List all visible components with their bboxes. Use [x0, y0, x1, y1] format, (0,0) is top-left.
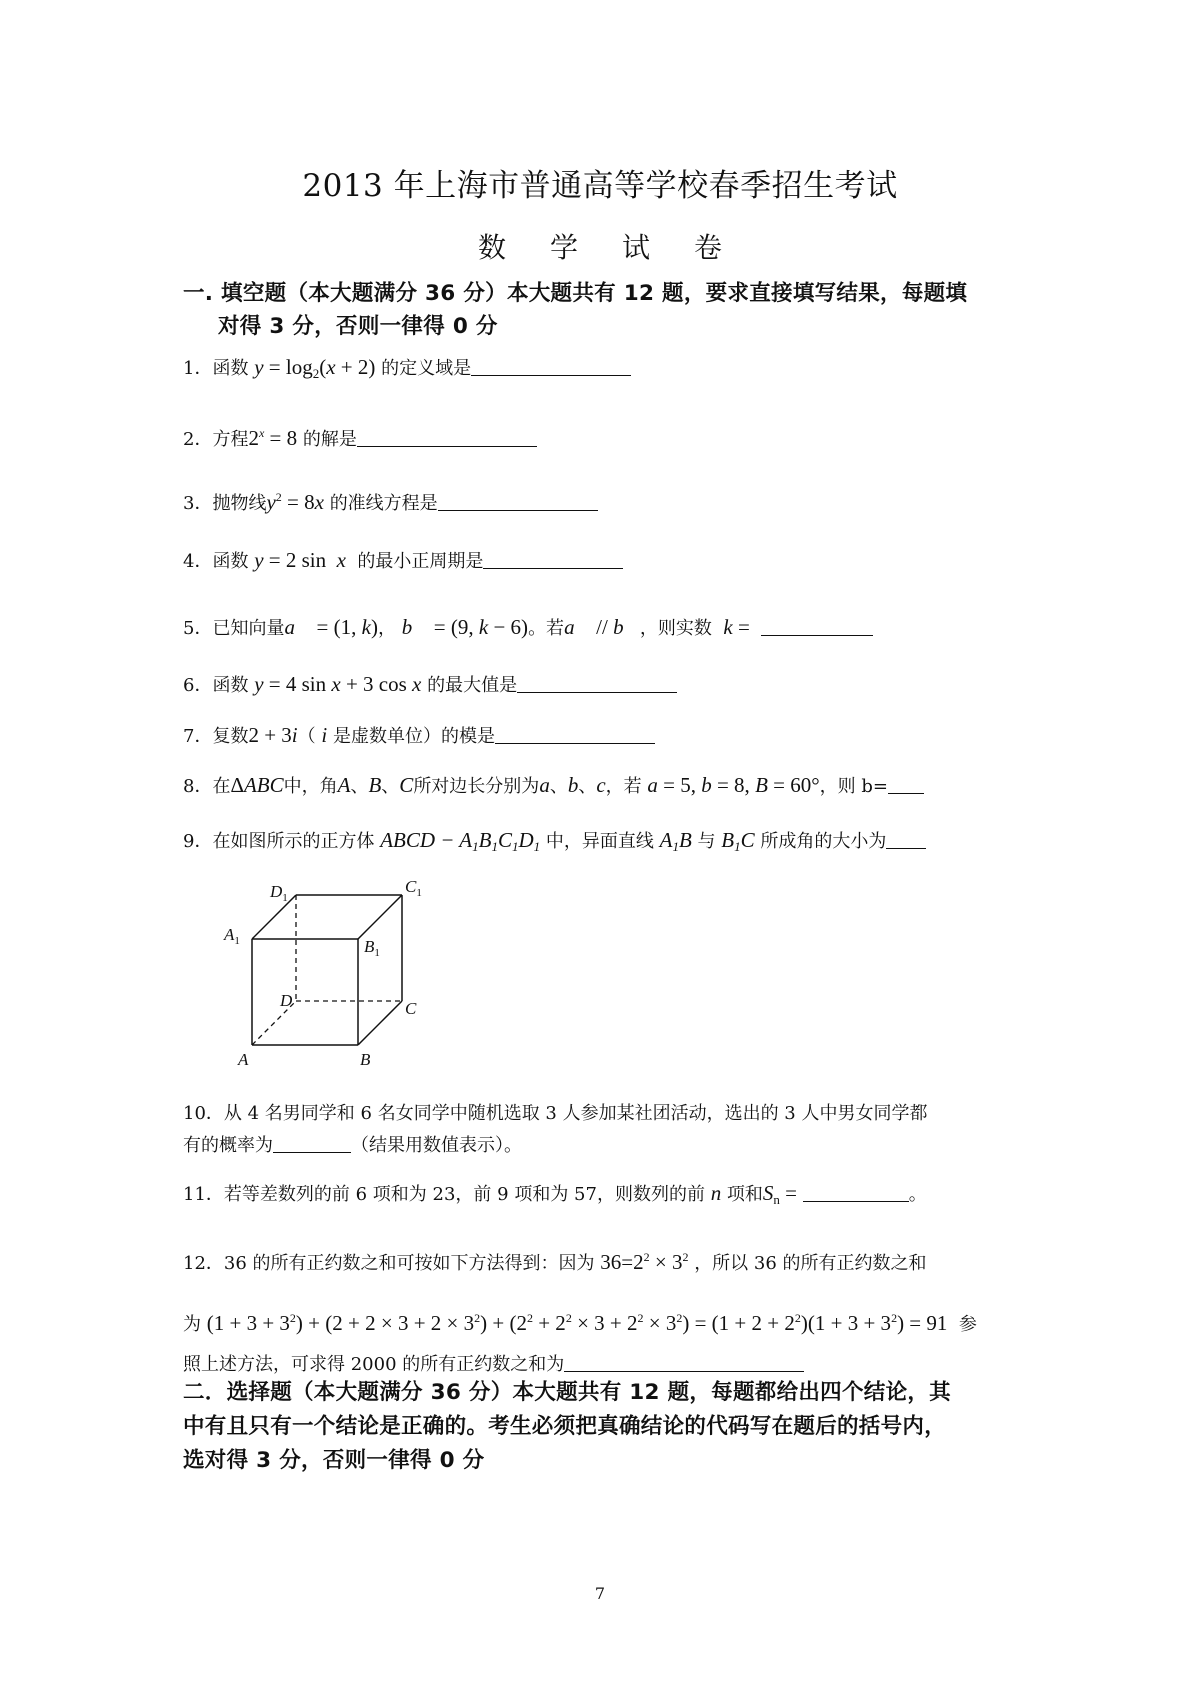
label-C1: $C_1$: [405, 878, 422, 899]
question-6: 6．函数 y = 4 sin x + 3 cos x 的最大值是: [183, 671, 677, 699]
q5-parallel: a⃗ // b⃗: [564, 615, 640, 639]
answer-blank[interactable]: [483, 550, 623, 569]
answer-blank[interactable]: [803, 1183, 909, 1202]
question-9: 9．在如图所示的正方体 ABCD − $A_1B_1C_1D_1$ 中，异面直线 $A_1B$ 与 $B_1C$ 所成角的大小为: [183, 827, 926, 860]
label-D: D: [280, 991, 293, 1010]
answer-blank[interactable]: [761, 617, 873, 636]
question-7: 7．复数2 + 3i（ i 是虚数单位）的模是: [183, 722, 655, 750]
q12-formula: $(1 + 3 + 3^2) + (2 + 2 \times 3 + 2 \times 3^2) + (2^2 + 2^2 \times 3 + 2^2 \times 3^2) = (1 + 2 + 2^2)(1 + 3 + 3^2) = 91$: [206, 1311, 948, 1335]
question-11: 11．若等差数列的前 6 项和为 23，前 9 项和为 57，则数列的前 n 项和$S_n$ = 。: [183, 1181, 927, 1207]
answer-blank[interactable]: [888, 775, 924, 794]
question-10-cont: 有的概率为 （结果用数值表示）。: [183, 1135, 522, 1156]
section2-heading-cont2: 选对得 3 分，否则一律得 0 分: [183, 1448, 485, 1473]
question-8: 8．在ΔABC中，角A、B、C所对边长分别为a、b、c，若 a = 5, b = 8, B = 60°，则 b=: [183, 772, 924, 800]
answer-blank[interactable]: [886, 830, 926, 849]
answer-blank[interactable]: [273, 1134, 351, 1153]
question-3: 3．抛物线$y^2 = 8x$ 的准线方程是: [183, 484, 598, 517]
answer-blank[interactable]: [471, 357, 631, 376]
section1-heading-cont: 对得 3 分，否则一律得 0 分: [218, 314, 498, 339]
q12-factorization: $36=2^2 \times 3^2$: [600, 1250, 689, 1274]
page-number: 7: [594, 1584, 606, 1603]
label-A: A: [238, 1050, 249, 1069]
label-B1: $B_1$: [364, 937, 380, 959]
question-1: 1．函数 $y = \log_2(x + 2)$ 的定义域是: [183, 354, 631, 387]
question-5: 5．已知向量a⃗ = (1, k)， b⃗ = (9, k − 6)。若a⃗ // b⃗，则实数 k =: [183, 614, 873, 642]
question-12-cont2: 照上述方法，可求得 2000 的所有正约数之和为: [183, 1352, 804, 1378]
q8-conditions: a = 5, b = 8, B = 60°: [647, 773, 820, 797]
answer-blank[interactable]: [517, 674, 677, 693]
q3-formula: $y^2 = 8x$: [266, 490, 324, 514]
q9-cube-name: ABCD − $A_1B_1C_1D_1$: [380, 828, 541, 854]
question-12: 12．36 的所有正约数之和可按如下方法得到：因为 $36=2^2 \times 3^2$ ，所以 36 的所有正约数之和: [183, 1250, 927, 1274]
cube-figure: [220, 878, 445, 1073]
q7-formula: 2 + 3i: [248, 723, 298, 747]
answer-blank[interactable]: [357, 428, 537, 447]
question-2: 2．方程$2^x = 8$ 的解是: [183, 420, 537, 453]
q8-triangle: ΔABC: [230, 773, 284, 797]
answer-blank[interactable]: [438, 492, 598, 511]
q2-formula: $2^x = 8$: [248, 426, 298, 450]
label-B: B: [360, 1050, 371, 1069]
label-C: C: [405, 999, 417, 1018]
q6-formula: y = 4 sin x + 3 cos x: [254, 672, 422, 696]
section1-heading: 一. 填空题（本大题满分 36 分）本大题共有 12 题，要求直接填写结果，每题填: [183, 281, 968, 306]
q5-vector-b: b⃗ = (9, k − 6): [401, 615, 529, 639]
question-10: 10．从 4 名男同学和 6 名女同学中随机选取 3 人参加某社团活动，选出的 3 人中男女同学都: [183, 1103, 928, 1124]
label-D1: $D_1$: [270, 882, 288, 904]
question-12-cont: 为 $(1 + 3 + 3^2) + (2 + 2 \times 3 + 2 \times 3^2) + (2^2 + 2^2 \times 3 + 2^2 \times 3^2) = (1 + 2 + 2^2)(1 + 3 + 3^2) = 91$ 参: [183, 1311, 977, 1335]
answer-blank[interactable]: [564, 1353, 804, 1372]
q4-formula: y = 2 sin x: [254, 548, 346, 572]
q5-k: k =: [723, 615, 750, 639]
q1-formula: $y = \log_2(x + 2)$: [254, 355, 376, 381]
answer-blank[interactable]: [495, 725, 655, 744]
q5-vector-a: a⃗ = (1, k): [284, 615, 378, 639]
label-A1: $A_1$: [224, 925, 240, 947]
exam-title: 2013 年上海市普通高等学校春季招生考试: [302, 168, 898, 204]
exam-subtitle: 数 学 试 卷: [477, 231, 723, 264]
section2-heading-cont: 中有且只有一个结论是正确的。考生必须把真确结论的代码写在题后的括号内，: [183, 1414, 947, 1439]
question-4: 4．函数 y = 2 sin x 的最小正周期是: [183, 547, 623, 575]
section2-heading: 二．选择题（本大题满分 36 分）本大题共有 12 题，每题都给出四个结论，其: [183, 1380, 951, 1405]
